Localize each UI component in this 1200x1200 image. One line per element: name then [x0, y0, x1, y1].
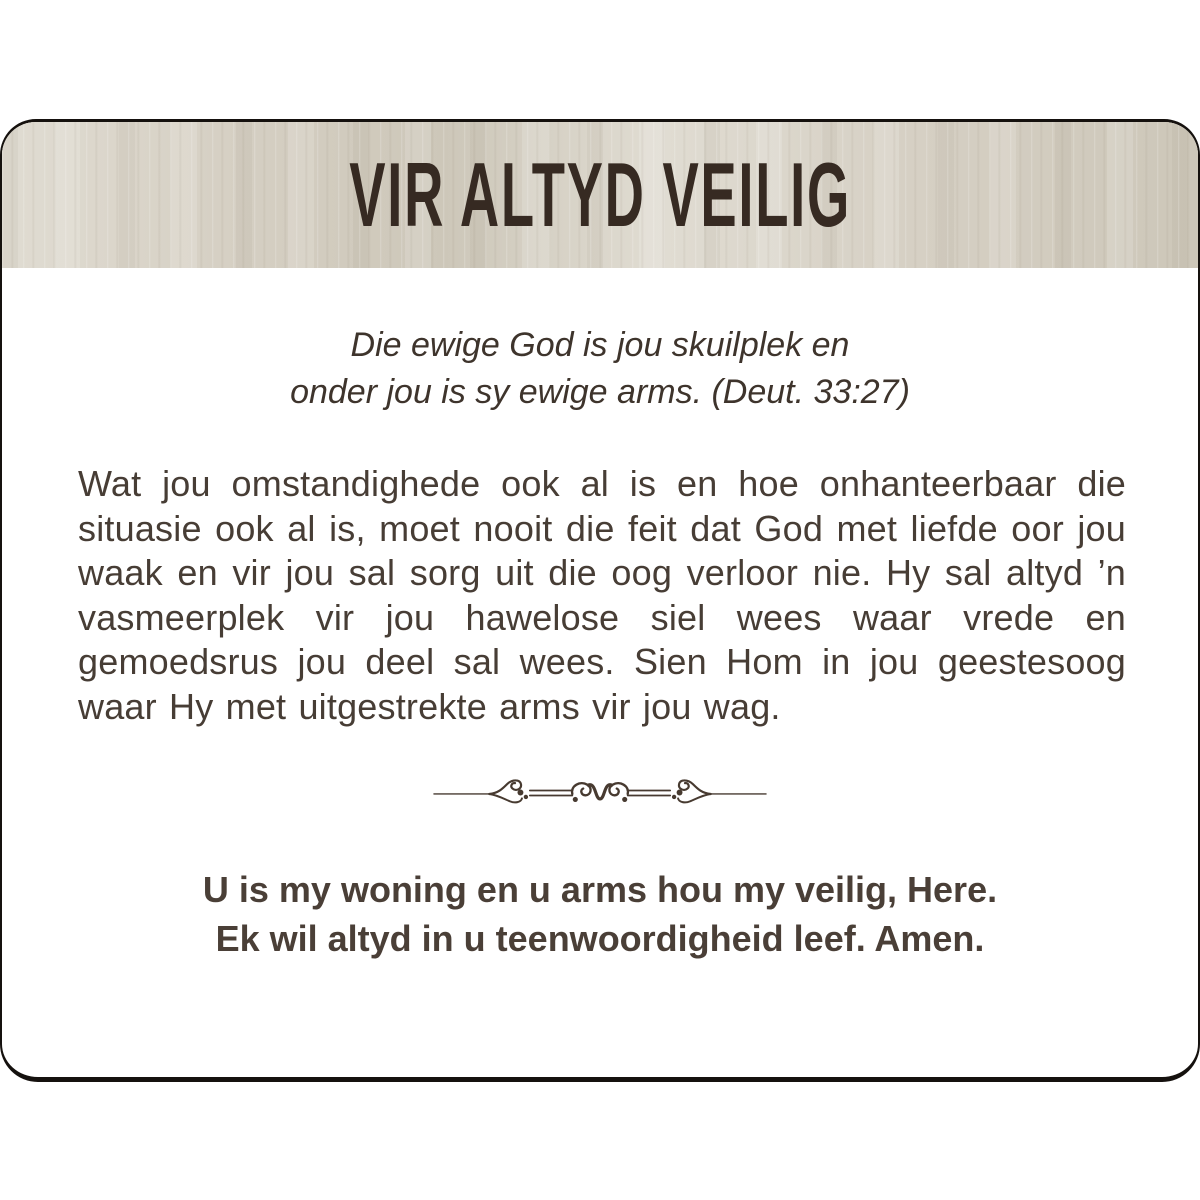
flourish-divider-icon — [2, 773, 1198, 813]
prayer-block — [2, 865, 1198, 963]
page-title: VIR ALTYD VEILIG — [349, 143, 851, 247]
prayer-line-1: U is my woning en u arms hou my veilig, Here. — [202, 869, 998, 910]
devotional-card — [0, 119, 1200, 1082]
body-paragraph: Wat jou omstandighede ook al is en hoe onhanteerbaar die situasie ook al is, moet nooit die feit dat God met liefde oor jou waak en vir jou sal sorg uit die oog verloor nie. Hy sal altyd ’n vasmeerplek vir jou hawelose siel wees waar vrede en gemoedsrus jou deel sal wees. Sien Hom in jou geestesoog waar Hy met uitgestrekte arms vir jou wag. — [78, 463, 1126, 727]
verse-line-2: onder jou is sy ewige arms. (Deut. 33:27) — [290, 373, 910, 411]
verse-line-1: Die ewige God is jou skuilplek en — [350, 326, 850, 364]
verse-block — [2, 322, 1198, 416]
card-header — [2, 122, 1198, 268]
prayer-line-2: Ek wil altyd in u teenwoordigheid leef. Amen. — [215, 918, 985, 959]
